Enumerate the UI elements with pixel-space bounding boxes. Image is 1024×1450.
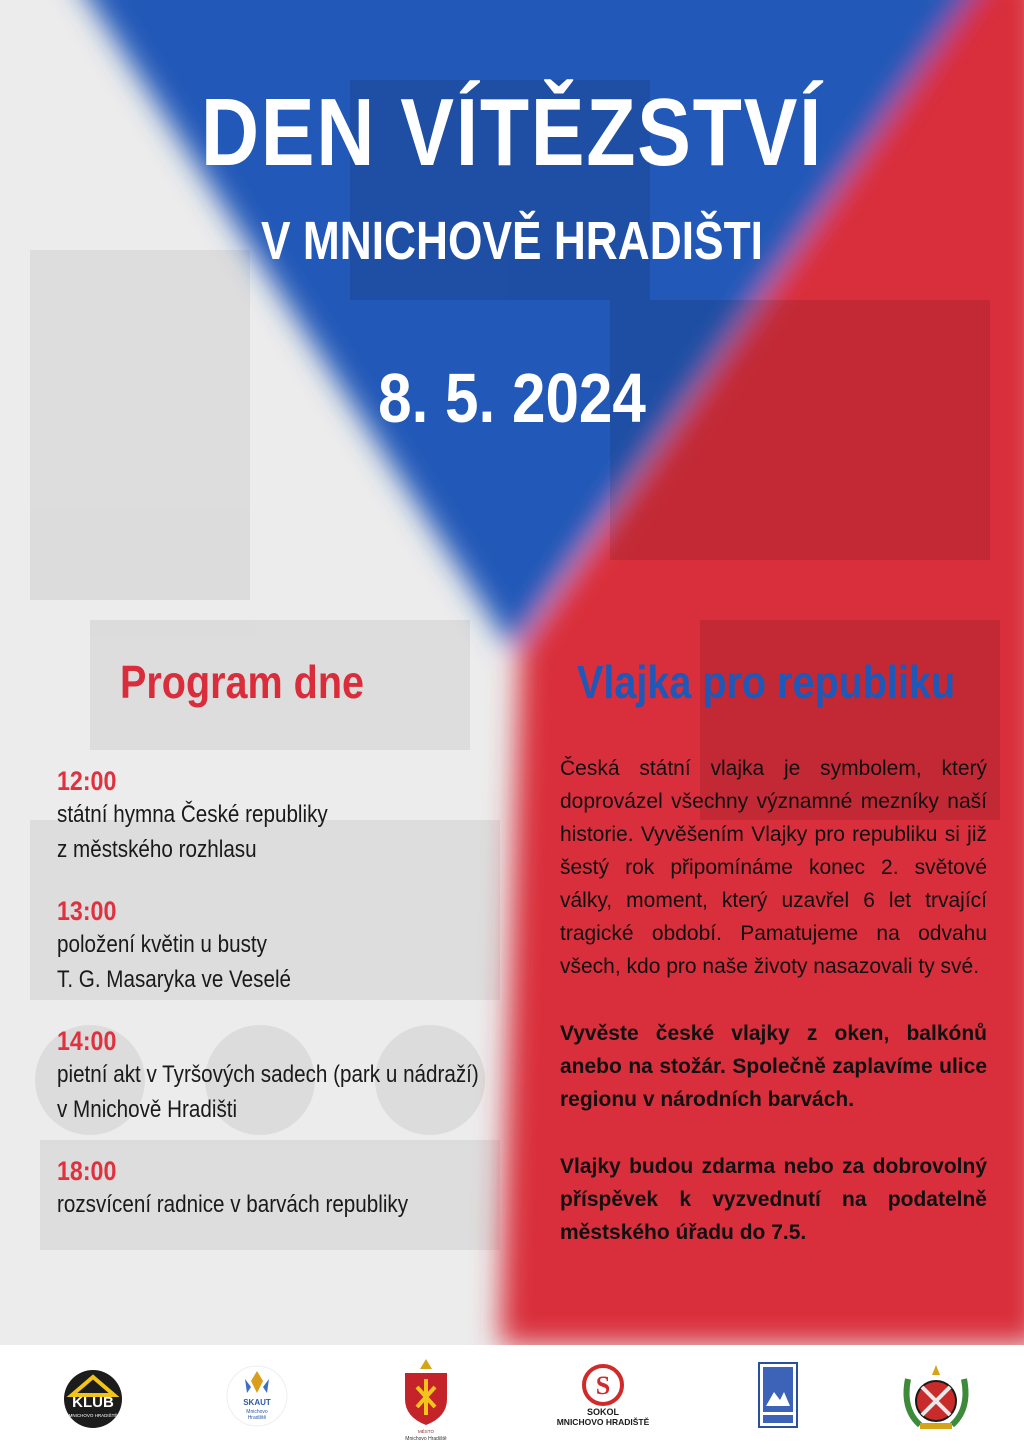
partner-logos-bar <box>0 1345 1024 1450</box>
city-coat-of-arms-icon <box>395 1355 457 1445</box>
skaut-logo-subtext: Mnichovo <box>246 1409 268 1415</box>
svg-text:S: S <box>595 1371 611 1400</box>
sokol-logo-subtext: MNICHOVO HRADIŠTĚ <box>556 1417 650 1427</box>
city-logo-subtext: Mnichovo Hradiště <box>405 1436 447 1442</box>
skaut-logo-text: SKAUT <box>243 1398 271 1407</box>
sokol-logo-icon <box>548 1363 658 1433</box>
klub-logo-icon <box>60 1367 126 1429</box>
sokol-logo-text: SOKOL <box>586 1407 620 1417</box>
klub-logo-text: KLUB <box>72 1394 114 1411</box>
military-emblem-logo-icon <box>900 1359 972 1435</box>
program-description: z městského rozhlasu <box>57 836 257 863</box>
program-time: 14:00 <box>57 1026 117 1056</box>
program-description: T. G. Masaryka ve Veselé <box>57 966 292 993</box>
program-time: 12:00 <box>57 766 117 796</box>
program-item <box>57 1155 507 1222</box>
program-time: 18:00 <box>57 1156 117 1186</box>
program-time: 13:00 <box>57 896 117 926</box>
skaut-logo-subtext-2: Hradiště <box>247 1415 267 1421</box>
event-date: 8. 5. 2024 <box>378 359 646 437</box>
club-emblem-logo-icon <box>758 1362 798 1428</box>
city-logo-text: MĚSTO <box>418 1429 434 1434</box>
program-description: státní hymna České republiky <box>57 801 328 828</box>
flag-section-heading: Vlajka pro republiku <box>577 656 956 708</box>
flag-paragraph-call-to-action: Vyvěste české vlajky z oken, balkónů anebo na stožár. Společně zaplavíme ulice regionu v národních barvách. <box>560 1022 987 1111</box>
program-description: položení květin u busty <box>57 931 267 958</box>
program-item <box>57 895 507 997</box>
program-item <box>57 1025 507 1127</box>
program-item <box>57 765 507 867</box>
event-title: DEN VÍTĚZSTVÍ <box>200 79 824 186</box>
flag-paragraph-history: Česká státní vlajka je symbolem, který doprovázel všechny významné mezníky naší historie. Vyvěšením Vlajky pro republiku si již šestý rok připomínáme konec 2. světové války, moment, který uzavřel 6 let trvající tragické období. Pamatujeme na odvahu všech, kdo pro naše životy nasazovali ty své. <box>560 757 987 978</box>
klub-logo-subtext: MNICHOVO HRADIŠTĚ <box>68 1413 118 1418</box>
program-list <box>57 765 507 1250</box>
program-description: rozsvícení radnice v barvách republiky <box>57 1191 409 1218</box>
skaut-logo-icon <box>225 1363 289 1433</box>
flag-paragraph-pickup: Vlajky budou zdarma nebo za dobrovolný příspěvek k vyzvednutí na podatelně městského úřadu do 7.5. <box>560 1155 987 1244</box>
program-description: v Mnichově Hradišti <box>57 1096 238 1123</box>
program-description: pietní akt v Tyršových sadech (park u nádraží) <box>57 1061 479 1088</box>
program-heading: Program dne <box>120 656 365 708</box>
event-location: V MNICHOVĚ HRADIŠTI <box>261 211 763 271</box>
